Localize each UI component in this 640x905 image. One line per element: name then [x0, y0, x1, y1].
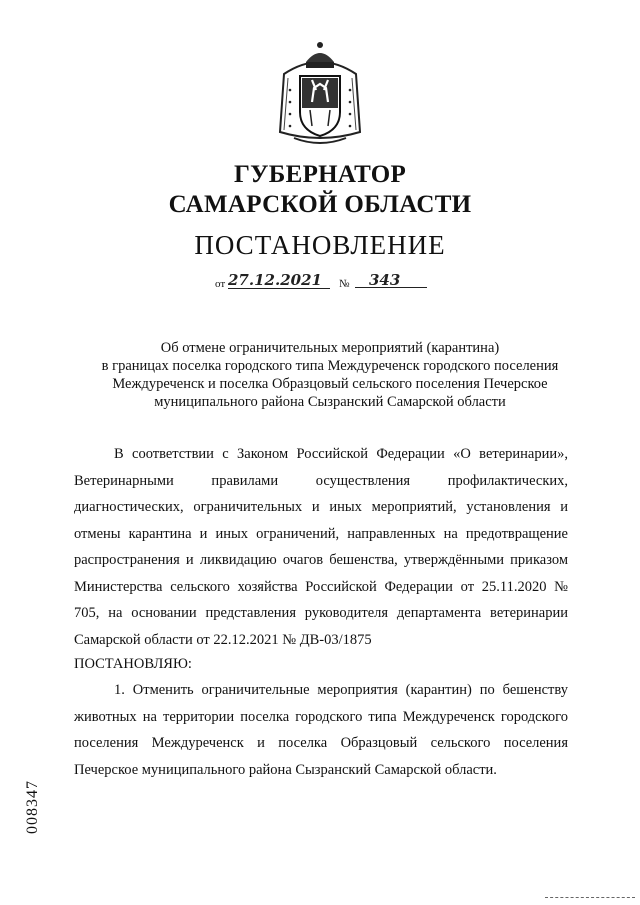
stamp-number: 008347 [24, 780, 41, 834]
page-divider [545, 897, 635, 898]
authority-name-line2: САМАРСКОЙ ОБЛАСТИ [168, 191, 472, 218]
authority-name-line1: ГУБЕРНАТОР [233, 161, 407, 188]
number-prefix: № [339, 278, 350, 290]
preamble-text: В соответствии с Законом Российской Федерации «О ветеринарии», Ветеринарными правилами осуществления профилактических, диагностических, ограничительных и иных мероприятий, установления и отмены карантина и иных ограничений, направленных на предотвращение распространения и ликвидацию очагов бешенства, утверждёнными приказом Министерства сельского хозяйства Российской Федерации от 25.11.2020 № 705, на основании представления руководителя департамента ветеринарии Самарской области от 22.12.2021 № ДВ-03/1875 [74, 446, 568, 648]
document-date-number [215, 272, 435, 292]
document-title [60, 339, 600, 411]
title-line: в границах поселка городского типа Междуреченск городского поселения [101, 358, 559, 374]
document-number: 343 [355, 272, 427, 288]
preamble-paragraph [74, 441, 568, 653]
item-1-text: 1. Отменить ограничительные мероприятия (карантин) по бешенству животных на территории поселка городского типа Междуреченск городского поселения Междуреченск и поселка Образцовый сельского поселения Печерское муниципального района Сызранский Самарской области. [74, 682, 568, 778]
title-line: Об отмене ограничительных мероприятий (карантина) [160, 340, 500, 356]
date-prefix: от [215, 278, 226, 290]
document-date: 27.12.2021 [228, 272, 330, 289]
registration-stamp [18, 770, 48, 850]
item-1-paragraph [74, 677, 568, 783]
title-line: муниципального района Сызранский Самарской области [154, 394, 506, 410]
document-type: ПОСТАНОВЛЕНИЕ [194, 230, 446, 260]
resolve-word: ПОСТАНОВЛЯЮ: [74, 656, 192, 672]
coat-of-arms-icon [276, 40, 364, 150]
title-line: Междуреченск и поселка Образцовый сельского поселения Печерское [112, 376, 548, 392]
